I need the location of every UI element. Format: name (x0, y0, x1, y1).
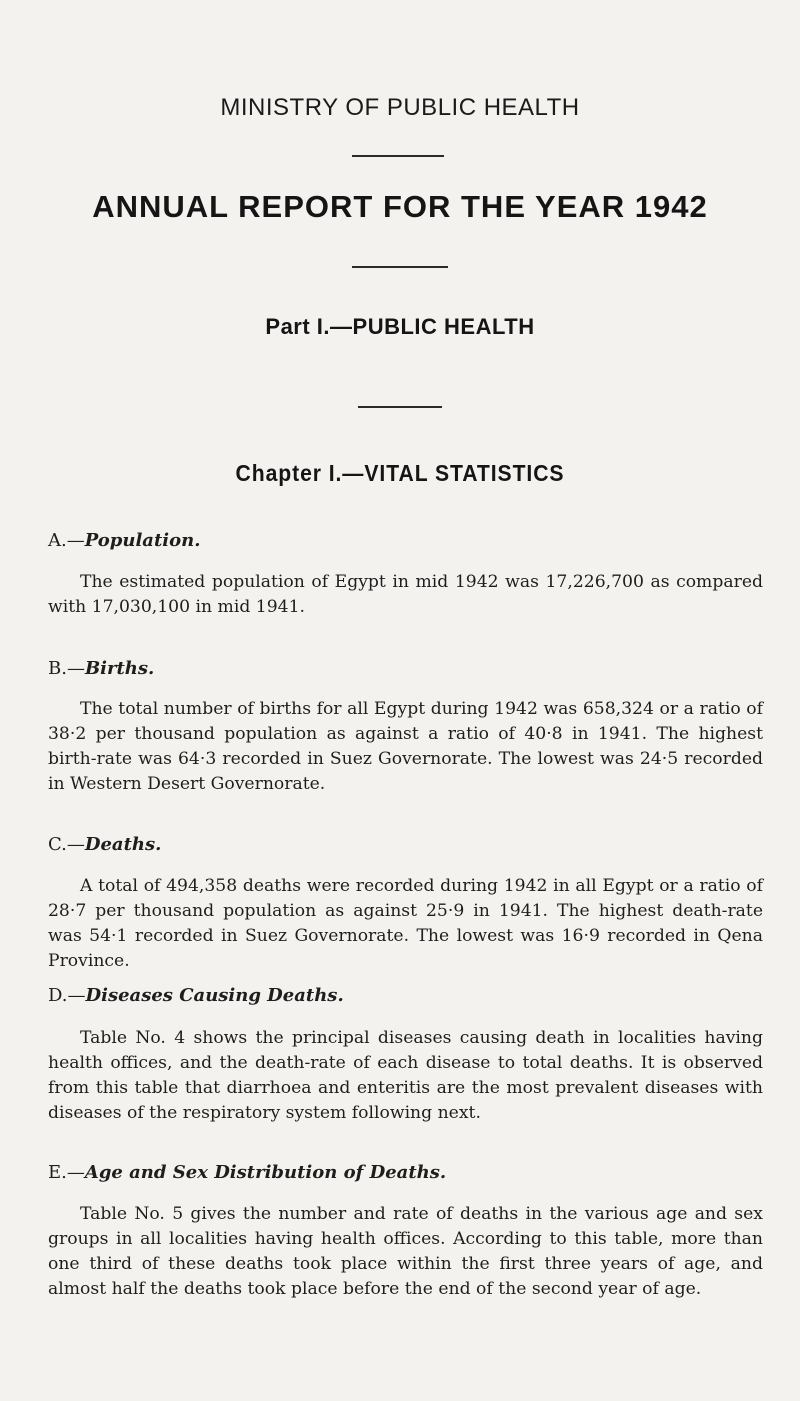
section-heading-age-sex (48, 1162, 446, 1183)
section-title: Age and Sex Distribution of Deaths. (84, 1162, 447, 1183)
paragraph-births: The total number of births for all Egypt during 1942 was 658,324 or a ratio of 38·2 per thousand population as against a ratio of 40·8 in 1941. The highest birth-rate was 64·3 recorded in Suez Governorate. The lowest was 24·5 recorded in Western Desert Governorate. (48, 699, 763, 794)
section-heading-population (48, 530, 200, 551)
divider-rule-3 (358, 406, 442, 408)
part-title: Part I.—PUBLIC HEALTH (265, 314, 535, 339)
section-heading-births (48, 658, 154, 679)
section-title: Deaths. (84, 834, 162, 855)
paragraph-diseases: Table No. 4 shows the principal diseases causing death in localities having health offices, and the death-rate of each disease to total deaths. It is observed from this table that diarrhoea and enteritis are the most prevalent diseases with diseases of the respiratory system following next. (48, 1028, 763, 1123)
section-letter: A.— (48, 530, 85, 551)
ministry-heading: MINISTRY OF PUBLIC HEALTH (220, 94, 580, 121)
paragraph-population: The estimated population of Egypt in mid 1942 was 17,226,700 as compared with 17,030,100 in mid 1941. (48, 572, 763, 617)
paragraph-age-sex: Table No. 5 gives the number and rate of deaths in the various age and sex groups in all localities having health offices. According to this table, more than one third of these deaths took place within the first three years of age, and almost half the deaths took place before the end of the second year of age. (48, 1204, 763, 1299)
report-title: ANNUAL REPORT FOR THE YEAR 1942 (92, 189, 708, 224)
section-title: Population. (84, 530, 201, 551)
section-heading-deaths (48, 834, 161, 855)
section-heading-diseases (48, 985, 344, 1006)
section-title: Births. (84, 658, 155, 679)
section-title: Diseases Causing Deaths. (85, 985, 344, 1006)
divider-rule-2 (352, 266, 448, 268)
chapter-title: Chapter I.—VITAL STATISTICS (235, 460, 565, 486)
section-letter: B.— (48, 658, 85, 679)
section-letter: E.— (48, 1162, 85, 1183)
paragraph-deaths: A total of 494,358 deaths were recorded during 1942 in all Egypt or a ratio of 28·7 per thousand population as against 25·9 in 1941. The highest death-rate was 54·1 recorded in Suez Governorate. The lowest was 16·9 recorded in Qena Province. (48, 876, 763, 971)
section-letter: D.— (48, 985, 86, 1006)
divider-rule-1 (352, 155, 444, 157)
section-letter: C.— (48, 834, 85, 855)
